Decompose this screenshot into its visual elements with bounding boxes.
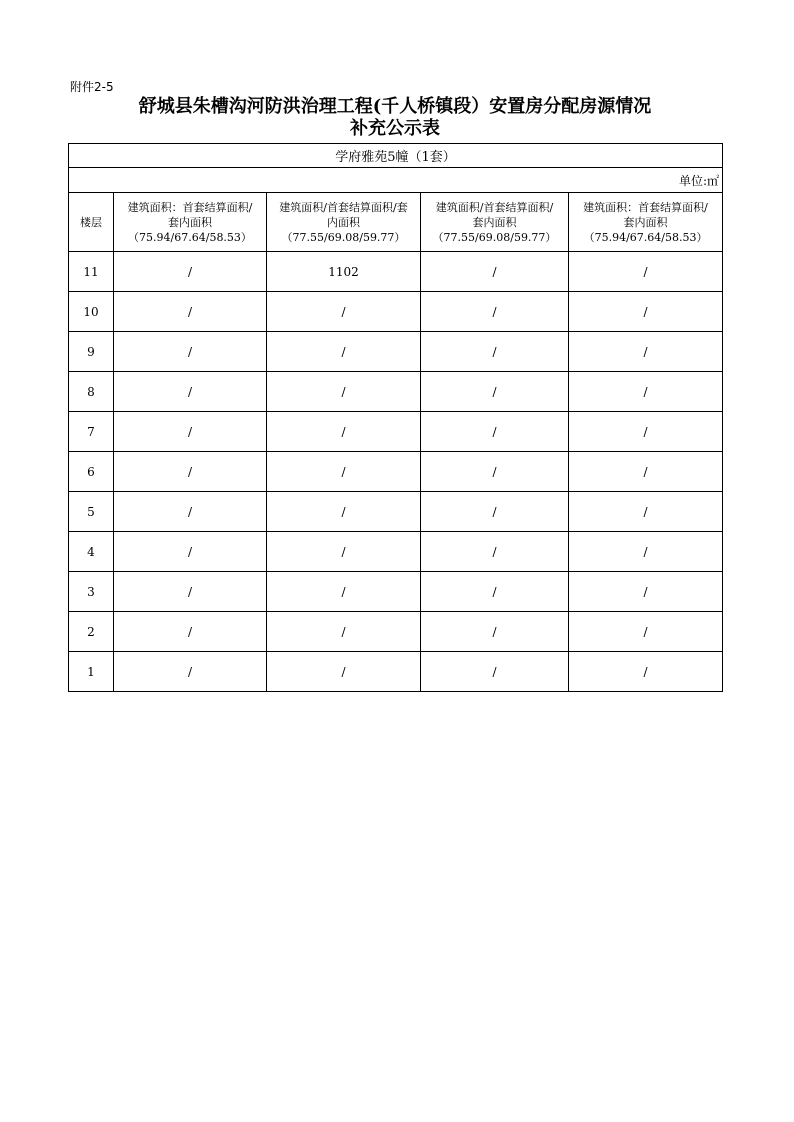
table-row [69,252,723,292]
table-row [69,612,723,652]
table-row [69,532,723,572]
unit-cell: / [569,332,723,372]
unit-cell: / [114,372,267,412]
table-row [69,492,723,532]
unit-cell: / [267,492,421,532]
unit-cell: / [114,252,267,292]
floor-number: 9 [69,332,114,372]
column-header [569,193,723,252]
column-header [421,193,569,252]
unit-cell: / [267,572,421,612]
unit-label: 单位:㎡ [69,168,723,193]
column-header-line: 套内面积 [168,215,212,229]
column-header-line: 建筑面积/首套结算面积/套 [279,200,408,214]
unit-cell: / [569,492,723,532]
table-row [69,332,723,372]
column-header-line: 套内面积 [623,215,668,229]
column-header-line: 建筑面积：首套结算面积/ [127,200,253,214]
unit-cell: / [421,252,569,292]
unit-cell: / [267,652,421,692]
unit-cell: / [569,452,723,492]
column-header-line: （77.55/69.08/59.77） [281,230,406,244]
table-row [69,412,723,452]
unit-cell: / [114,452,267,492]
unit-cell: / [421,612,569,652]
header-row [69,193,723,252]
column-header-line: 内面积 [327,215,360,229]
attachment-label: 附件2-5 [70,80,114,94]
unit-cell: / [421,572,569,612]
unit-cell: / [421,412,569,452]
unit-cell: 1102 [267,252,421,292]
unit-cell: / [267,292,421,332]
unit-cell: / [569,252,723,292]
unit-cell: / [114,412,267,452]
table-row [69,372,723,412]
unit-cell: / [114,612,267,652]
unit-cell: / [421,492,569,532]
unit-cell: / [267,612,421,652]
unit-cell: / [421,372,569,412]
unit-cell: / [569,412,723,452]
page-title: 舒城县朱槽沟河防洪治理工程(千人桥镇段）安置房分配房源情况 [138,96,652,117]
floor-number: 1 [69,652,114,692]
page-subtitle: 补充公示表 [350,118,440,139]
table-row [69,572,723,612]
unit-row [69,168,723,193]
floor-number: 11 [69,252,114,292]
table-row [69,292,723,332]
floor-number: 2 [69,612,114,652]
floor-number: 10 [69,292,114,332]
column-header [267,193,421,252]
floor-number: 8 [69,372,114,412]
unit-cell: / [421,452,569,492]
floor-header: 楼层 [69,193,114,252]
floor-number: 3 [69,572,114,612]
unit-cell: / [569,292,723,332]
unit-cell: / [114,492,267,532]
unit-cell: / [421,292,569,332]
unit-cell: / [267,532,421,572]
floor-number: 4 [69,532,114,572]
unit-cell: / [569,612,723,652]
column-header-line: 建筑面积/首套结算面积/ [435,200,554,214]
complex-name: 学府雅苑5幢（1套） [69,144,723,168]
column-header-line: 套内面积 [472,215,517,229]
unit-cell: / [569,572,723,612]
table-row [69,452,723,492]
unit-cell: / [114,572,267,612]
floor-number: 7 [69,412,114,452]
unit-cell: / [267,332,421,372]
column-header-line: （77.55/69.08/59.77） [432,230,557,244]
unit-cell: / [421,332,569,372]
unit-cell: / [267,452,421,492]
housing-table [68,143,723,692]
floor-number: 6 [69,452,114,492]
unit-cell: / [421,652,569,692]
unit-cell: / [267,412,421,452]
column-header [114,193,267,252]
unit-cell: / [569,652,723,692]
unit-cell: / [114,532,267,572]
unit-cell: / [267,372,421,412]
floor-number: 5 [69,492,114,532]
unit-cell: / [569,372,723,412]
unit-cell: / [421,532,569,572]
column-header-line: （75.94/67.64/58.53） [128,230,252,244]
column-header-line: （75.94/67.64/58.53） [583,230,708,244]
unit-cell: / [114,292,267,332]
complex-row [69,144,723,168]
table-row [69,652,723,692]
unit-cell: / [114,332,267,372]
unit-cell: / [114,652,267,692]
unit-cell: / [569,532,723,572]
column-header-line: 建筑面积：首套结算面积/ [583,200,708,214]
